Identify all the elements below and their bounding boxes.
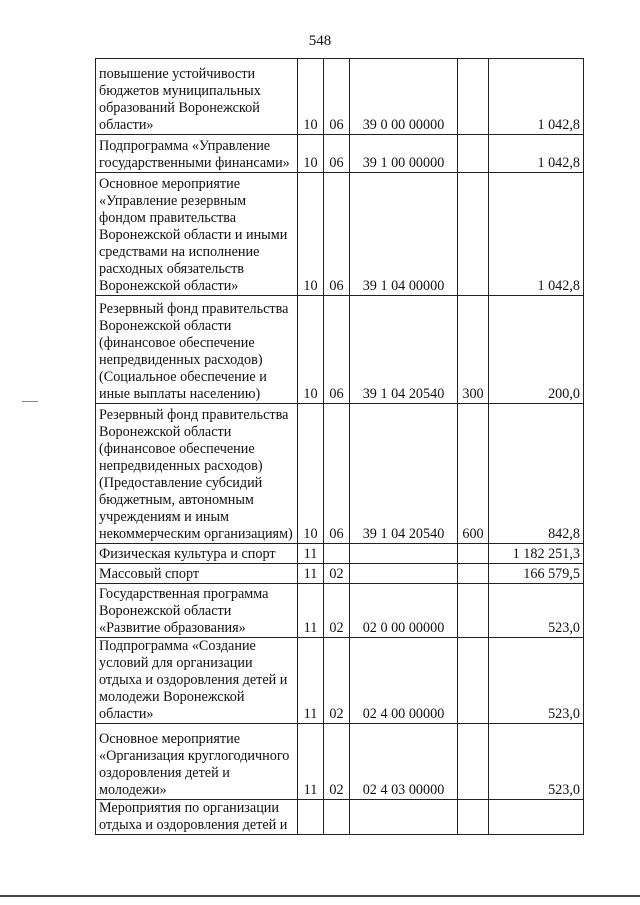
row-subsection: 02 xyxy=(324,564,350,584)
row-subsection: 06 xyxy=(324,173,350,296)
row-target-code: 02 4 00 00000 xyxy=(350,638,458,724)
row-expense-type xyxy=(458,638,489,724)
row-subsection: 02 xyxy=(324,724,350,800)
row-expense-type xyxy=(458,584,489,638)
row-subsection: 02 xyxy=(324,638,350,724)
row-target-code: 02 0 00 00000 xyxy=(350,584,458,638)
row-target-code xyxy=(350,800,458,835)
row-subsection xyxy=(324,544,350,564)
row-amount: 1 042,8 xyxy=(489,59,584,135)
row-section: 10 xyxy=(298,404,324,544)
row-target-code xyxy=(350,564,458,584)
row-subsection: 06 xyxy=(324,59,350,135)
row-subsection: 02 xyxy=(324,584,350,638)
row-expense-type xyxy=(458,564,489,584)
row-section: 11 xyxy=(298,564,324,584)
row-section: 11 xyxy=(298,638,324,724)
row-section: 11 xyxy=(298,724,324,800)
table-row xyxy=(96,724,584,800)
row-description: Основное мероприятие «Организация круглогодичного оздоровления детей и молодежи» xyxy=(96,724,298,800)
row-description: Массовый спорт xyxy=(96,564,298,584)
row-target-code: 39 1 00 00000 xyxy=(350,135,458,173)
row-section xyxy=(298,800,324,835)
row-amount: 523,0 xyxy=(489,584,584,638)
row-expense-type: 300 xyxy=(458,296,489,404)
table-row xyxy=(96,584,584,638)
row-description: Физическая культура и спорт xyxy=(96,544,298,564)
row-description: Подпрограмма «Управление государственными финансами» xyxy=(96,135,298,173)
bottom-rule xyxy=(0,895,640,897)
row-subsection: 06 xyxy=(324,296,350,404)
row-description: Подпрограмма «Создание условий для организации отдыха и оздоровления детей и молодежи Воронежской области» xyxy=(96,638,298,724)
row-description: Резервный фонд правительства Воронежской области (финансовое обеспечение непредвиденных расходов) (Социальное обеспечение и иные выплаты населению) xyxy=(96,296,298,404)
row-amount: 200,0 xyxy=(489,296,584,404)
table-row xyxy=(96,544,584,564)
table-row xyxy=(96,638,584,724)
row-subsection: 06 xyxy=(324,404,350,544)
row-section: 10 xyxy=(298,296,324,404)
row-target-code: 39 1 04 20540 xyxy=(350,296,458,404)
row-target-code xyxy=(350,544,458,564)
table-row xyxy=(96,564,584,584)
table-row xyxy=(96,135,584,173)
row-amount: 842,8 xyxy=(489,404,584,544)
table-row xyxy=(96,296,584,404)
row-subsection xyxy=(324,800,350,835)
row-amount: 523,0 xyxy=(489,724,584,800)
table-row xyxy=(96,59,584,135)
row-description: Резервный фонд правительства Воронежской области (финансовое обеспечение непредвиденных расходов) (Предоставление субсидий бюджетным, автономным учреждениям и иным некоммерческим организациям) xyxy=(96,404,298,544)
row-amount: 1 182 251,3 xyxy=(489,544,584,564)
row-target-code: 39 1 04 20540 xyxy=(350,404,458,544)
row-section: 11 xyxy=(298,544,324,564)
row-description: Мероприятия по организации отдыха и оздоровления детей и xyxy=(96,800,298,835)
table-row xyxy=(96,173,584,296)
row-description: Государственная программа Воронежской области «Развитие образования» xyxy=(96,584,298,638)
page-number: 548 xyxy=(308,33,332,49)
row-target-code: 39 1 04 00000 xyxy=(350,173,458,296)
row-section: 11 xyxy=(298,584,324,638)
row-description: повышение устойчивости бюджетов муниципальных образований Воронежской области» xyxy=(96,59,298,135)
row-expense-type xyxy=(458,173,489,296)
row-amount xyxy=(489,800,584,835)
row-amount: 1 042,8 xyxy=(489,173,584,296)
row-expense-type xyxy=(458,544,489,564)
margin-mark xyxy=(22,401,38,402)
row-section: 10 xyxy=(298,59,324,135)
row-amount: 166 579,5 xyxy=(489,564,584,584)
row-expense-type xyxy=(458,59,489,135)
row-section: 10 xyxy=(298,173,324,296)
row-amount: 1 042,8 xyxy=(489,135,584,173)
row-section: 10 xyxy=(298,135,324,173)
row-target-code: 39 0 00 00000 xyxy=(350,59,458,135)
row-target-code: 02 4 03 00000 xyxy=(350,724,458,800)
row-amount: 523,0 xyxy=(489,638,584,724)
row-expense-type xyxy=(458,724,489,800)
row-description: Основное мероприятие «Управление резервным фондом правительства Воронежской области и иными средствами на исполнение расходных обязательств Воронежской области» xyxy=(96,173,298,296)
table-row xyxy=(96,800,584,835)
row-subsection: 06 xyxy=(324,135,350,173)
row-expense-type xyxy=(458,135,489,173)
budget-table xyxy=(95,58,584,835)
table-row xyxy=(96,404,584,544)
budget-table-body xyxy=(96,59,584,835)
row-expense-type xyxy=(458,800,489,835)
row-expense-type: 600 xyxy=(458,404,489,544)
